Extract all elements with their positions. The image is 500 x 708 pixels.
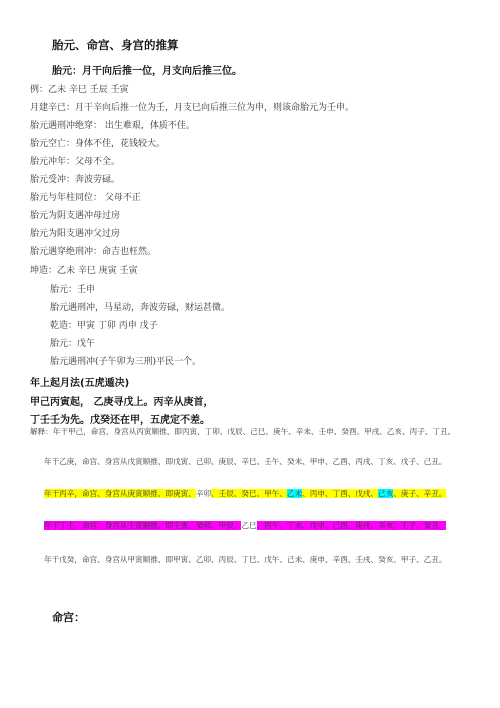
- verse-line: 丁壬壬为先。戊癸还在甲，五虎定不差。: [30, 415, 210, 426]
- text-line: 月建辛已：月干辛向后推一位为壬，月支巳向后推三位为申，则该命胎元为壬申。: [30, 103, 355, 113]
- text-span: 辛卯: [195, 489, 212, 498]
- highlight-span: 年干丁壬，命宫、身宫从壬寅顺推、即壬寅、癸卯、甲辰、: [44, 521, 242, 530]
- highlight-span: 、丙申、丁酉、戊戌、: [302, 489, 379, 498]
- text-line: 胎元遇穿绝刑冲：命吉也枉然。: [30, 247, 157, 257]
- highlight-span: 乙未: [287, 489, 303, 498]
- highlight-span: 己亥: [378, 489, 394, 498]
- text-line: 胎元冲年：父母不全。: [30, 157, 121, 167]
- text-line: 胎元与年柱同位： 父母不正: [30, 193, 141, 203]
- explanation-paragraph-highlighted: [30, 487, 470, 501]
- taiyuan-rule: 胎元：月干向后推一位，月支向后推三位。: [52, 66, 242, 77]
- mingong-title: 命宫：: [52, 611, 85, 624]
- text-line: 胎元受冲：奔波劳碌。: [30, 175, 121, 185]
- explanation-paragraph: 解释：年干甲己，命宫、身宫从丙寅顺推、即丙寅、丁卯、戊辰、己巳、庚午、辛未、壬申、癸酉、甲戌、乙亥、丙子、丁丑。: [30, 427, 456, 436]
- highlight-span: 、庚子、辛丑。: [393, 489, 447, 498]
- highlight-span: 年干丙辛，命宫、身宫从庚寅顺推、即庚寅、: [44, 489, 196, 498]
- text-line: 胎元为阳支遇冲父过房: [30, 229, 121, 239]
- text-line: 胎元空亡：身体不佳，花钱较大。: [30, 139, 166, 149]
- indented-line: 胎元：戊午: [50, 339, 96, 349]
- indented-line: 胎元遇刑冲，马星动，奔波劳碌，财运甚微。: [50, 303, 231, 313]
- highlight-span: 、丙午、丁未、戊申、己酉、庚戌、辛亥、壬子、癸丑。: [256, 521, 447, 530]
- indented-line: 胎元遇刑冲(子午卯为三刑)平民一个。: [50, 357, 202, 367]
- text-line: 例：乙未 辛巳 壬辰 壬寅: [30, 85, 129, 95]
- text-line: 坤造：乙未 辛巳 庚寅 壬寅: [30, 266, 138, 276]
- explanation-paragraph-highlighted: [30, 519, 470, 533]
- text-span: 乙巳: [241, 521, 257, 530]
- explanation-paragraph: 年干戊癸，命宫、身宫从甲寅顺推、即甲寅、乙卯、丙辰、丁巳、戊午、己未、庚申、辛酉、壬戌、癸亥、甲子、乙丑。: [44, 555, 447, 564]
- explanation-paragraph: 年干乙庚，命宫、身宫从戊寅顺推、即戊寅、己卯、庚辰、辛巳、壬午、癸未、甲申、乙酉、丙戌、丁亥、戊子、己丑。: [44, 457, 447, 466]
- text-line: 胎元遇刑冲绝穿： 出生难艰，体质不佳。: [30, 121, 195, 131]
- verse-line: 甲己丙寅起， 乙庚寻戊上。丙辛从庚首，: [30, 397, 214, 408]
- page-title: 胎元、命宫、身宫的推算: [52, 38, 179, 52]
- indented-line: 胎元：壬申: [50, 285, 96, 295]
- text-line: 胎元为阴支遇冲母过房: [30, 211, 121, 221]
- highlight-span: 、壬辰、癸巳、甲午、: [211, 489, 287, 498]
- section-title: 年上起月法(五虎遁决): [30, 378, 130, 389]
- indented-line: 乾造：甲寅 丁卯 丙申 戊子: [50, 321, 158, 331]
